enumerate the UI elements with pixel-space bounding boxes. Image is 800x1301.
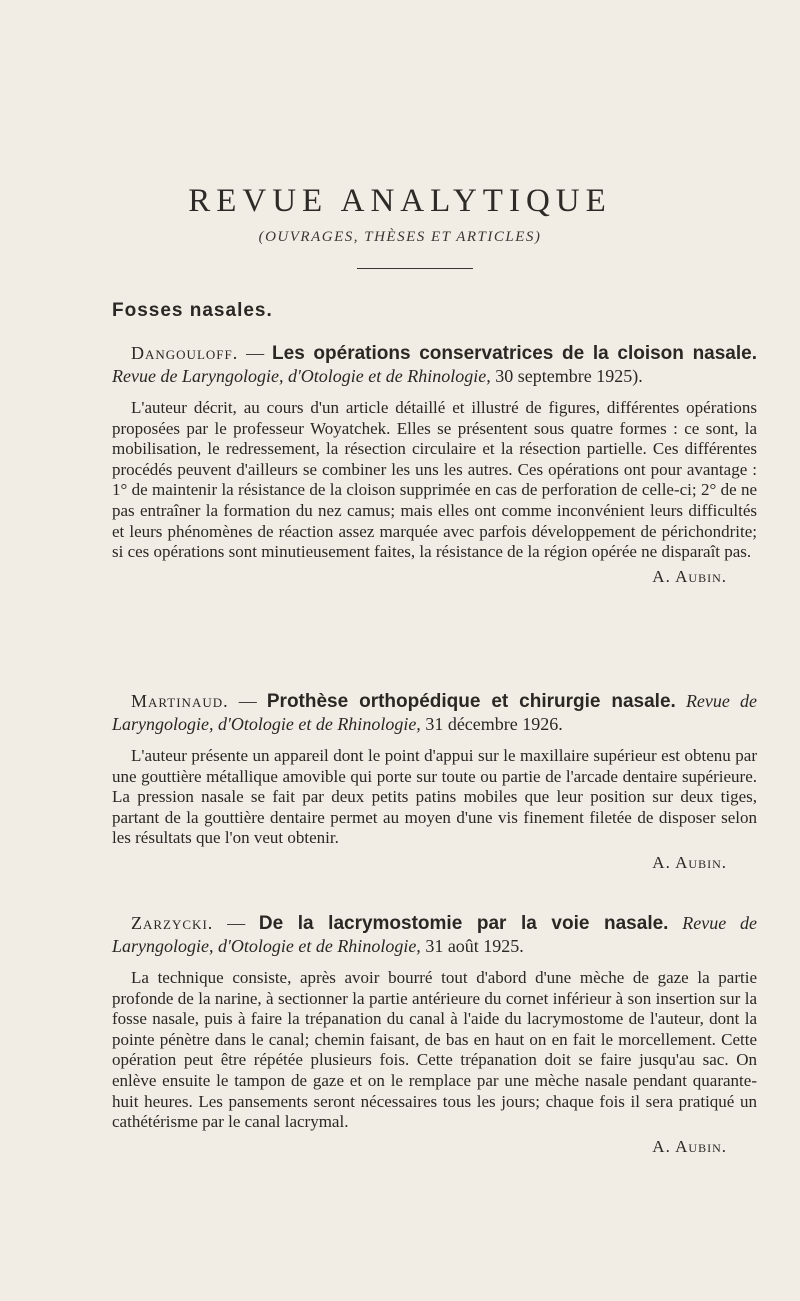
article-body: L'auteur décrit, au cours d'un article détaillé et illustré de figures, différentes opérations proposées par le professeur Woyatchek. Elles se présentent sous quatre formes : ce sont, la mobilisation, le redressement, la résection circulaire et la résection partielle. Ces différentes procédés peuvent d'ailleurs se combiner les uns les autres. Ces opérations ont pour avantage : 1° de maintenir la résistance de la cloison supprimée en cas de perforation de celle-ci; 2° de ne pas entraîner la formation du nez camus; mais elles ont comme inconvénient leurs difficultés et leurs phénomènes de réaction assez marquée avec parfois développement de périchondrite; si ces opérations sont minutieusement faites, la résistance de la région opérée ne disparaît pas. — [112, 398, 757, 562]
article-header — [112, 912, 757, 958]
article-header — [112, 690, 757, 736]
article-dash: — — [228, 691, 267, 711]
article-signature: A. Aubin. — [652, 1136, 727, 1156]
article-title: De la lacrymostomie par la voie nasale. — [258, 913, 669, 934]
article-dangouloff — [112, 342, 757, 587]
section-title: Fosses nasales. — [112, 300, 273, 321]
article-journal: Revue de Laryngologie, d'Otologie et de Rhinologie, — [112, 691, 758, 734]
article-body: La technique consiste, après avoir bourré tout d'abord d'une mèche de gaze la partie profonde de la narine, à sectionner la partie antérieure du cornet inférieur à son insertion sur la fosse nasale, puis à faire la trépanation du canal à l'aide du lacrymostome de l'auteur, dont la pointe pénètre dans le canal; chemin faisant, de bas en haut on en fait le morcellement. Cette opération peut être répétée plusieurs fois. Cette trépanation doit se faire jusqu'au sac. On enlève ensuite le tampon de gaze et on le remplace par une mèche nasale pendant quarante-huit heures. Les pansements seront nécessaires tous les jours; chaque fois il sera pratiqué un cathétérisme par le canal lacrymal. — [112, 968, 757, 1132]
article-journal: Revue de Laryngologie, d'Otologie et de Rhinologie, — [112, 913, 757, 956]
article-date: 31 août 1925. — [420, 936, 524, 956]
article-date: 31 décembre 1926. — [420, 714, 563, 734]
article-author: Martinaud. — [131, 691, 229, 711]
page-subtitle: (OUVRAGES, THÈSES ET ARTICLES) — [258, 229, 542, 245]
article-signature: A. Aubin. — [652, 852, 727, 872]
article-martinaud — [112, 690, 757, 873]
article-journal: Revue de Laryngologie, d'Otologie et de Rhinologie, — [112, 366, 491, 386]
article-author: Zarzycki. — [131, 913, 214, 933]
title-rule — [357, 268, 473, 269]
article-signature: A. Aubin. — [652, 566, 727, 586]
page-title: REVUE ANALYTIQUE — [188, 183, 612, 219]
article-author: Dangouloff. — [131, 343, 239, 363]
article-date: 30 septembre 1925). — [490, 366, 643, 386]
article-zarzycki — [112, 912, 757, 1157]
article-body: L'auteur présente un appareil dont le point d'appui sur le maxillaire supérieur est obtenu par une gouttière métallique amovible qui porte sur toute ou partie de l'arcade dentaire supérieure. La pression nasale se fait par deux petits patins mobiles que leur position sur deux tiges, partant de la gouttière dentaire permet au moyen d'une vis finement filetée de disposer selon les résultats que l'on veut obtenir. — [112, 746, 757, 848]
article-header — [112, 342, 757, 388]
article-title: Les opérations conservatrices de la cloison nasale. — [272, 343, 757, 364]
article-dash: — — [213, 913, 259, 933]
article-title: Prothèse orthopédique et chirurgie nasale. — [266, 691, 676, 712]
article-dash: — — [238, 343, 273, 363]
